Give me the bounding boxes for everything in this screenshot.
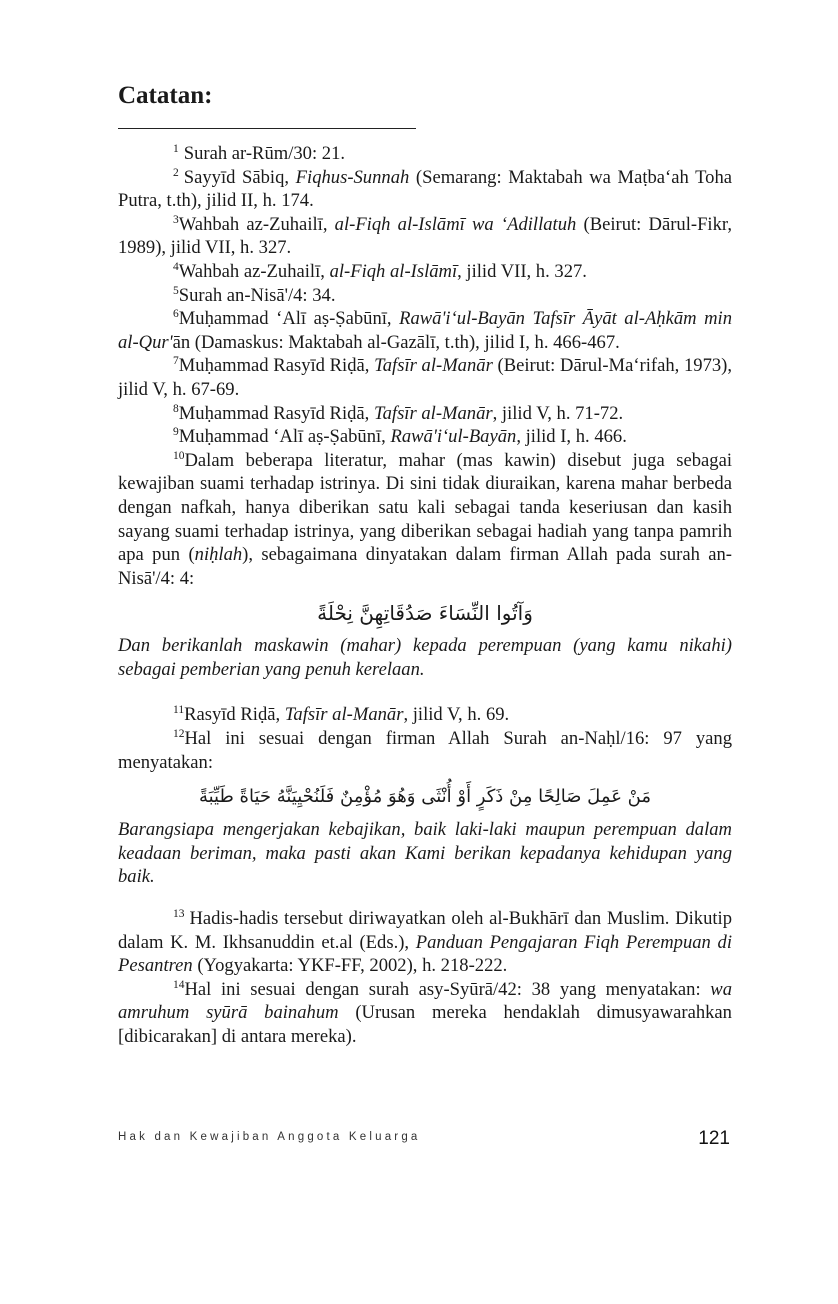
verse-translation: Barangsiapa mengerjakan kebajikan, baik laki-laki maupun perempuan dalam keadaan beriman, maka pasti akan Kami berikan kepadanya kehidupan yang baik. [118, 819, 732, 888]
footnote-text: Hal ini sesuai dengan surah asy-Syūrā/42: 38 yang menyatakan: [184, 978, 711, 1000]
footnote-separator [118, 128, 416, 129]
footnote-text: Muḥammad ‘Alī aṣ-Ṣabūnī, [178, 308, 400, 330]
footnote-number: 11 [173, 704, 185, 717]
arabic-verse: مَنْ عَمِلَ صَالِحًا مِنْ ذَكَرٍ أَوْ أُنْثَى وَهُوَ مُؤْمِنٌ فَلَنُحْيِيَنَّهُ حَيَاةً طَيِّبَةً [198, 786, 652, 808]
footnote-text: , jilid I, h. 466. [516, 426, 627, 448]
footnote-text: Muḥammad ‘Alī aṣ-Ṣabūnī, [178, 426, 391, 448]
footnote-text: Surah ar-Rūm/30: 21. [183, 143, 346, 164]
footnote-text: (Beirut: Dārul-Fikr, 1989), jilid VII, h. 327. [118, 213, 732, 259]
footnote-text: Hal ini sesuai dengan firman Allah Surah an-Naḥl/16: 97 yang menyatakan: [118, 728, 732, 773]
footnote-text: Muḥammad Rasyīd Riḍā, [178, 355, 375, 377]
footnote-number: 3 [173, 213, 179, 226]
footnote-text: (Semarang: Maktabah wa Maṭba‘ah Toha Putra, t.th), jilid II, h. 174. [118, 166, 732, 212]
footnote-8 [118, 402, 732, 426]
book-title: Rawā'i‘ul-Bayān Tafsīr Āyāt al-Aḥkām min al-Qur' [118, 308, 732, 353]
footnote-number: 14 [173, 978, 185, 991]
footnote-text: , jilid V, h. 71-72. [492, 402, 624, 424]
footnote-text: Dalam beberapa literatur, mahar (mas kawin) disebut juga sebagai kewajiban suami terhadap istrinya. Di sini tidak diuraikan, karena mahar berbeda dengan nafkah, hanya diberikan satu kali sebagai tanda keseriusan dan kasih sayang suami terhadap istrinya, yang diberikan sebagai hadiah yang tanpa pamrih apa pun ( [118, 449, 732, 566]
footnote-9 [118, 425, 732, 449]
footnote-14 [118, 978, 732, 1049]
footnote-text: Rasyīd Riḍā, [184, 704, 285, 726]
page-heading: Catatan: [118, 82, 213, 109]
footnote-number: 5 [173, 284, 179, 297]
footnote-number: 13 [173, 908, 185, 921]
footnote-number: 1 [173, 143, 179, 155]
footnote-text: Sayyīd Sābiq, [183, 166, 296, 188]
footnote-number: 6 [173, 308, 179, 321]
footnote-2 [118, 166, 732, 213]
footnote-text: Muḥammad Rasyīd Riḍā, [178, 402, 374, 424]
footnote-5 [118, 284, 732, 308]
footnote-number: 10 [173, 449, 185, 462]
footnote-text: (Yogyakarta: YKF-FF, 2002), h. 218-222. [192, 955, 508, 977]
footnote-text: (Beirut: Dārul-Ma‘rifah, 1973), jilid V, h. 67-69. [118, 355, 733, 400]
footnote-7 [118, 354, 732, 401]
term: niḥlah [194, 544, 243, 566]
footnote-text: Wahbah az-Zuhailī, [178, 260, 330, 282]
running-footer-title: Hak dan Kewajiban Anggota Keluarga [118, 1131, 421, 1143]
footnote-4 [118, 260, 732, 284]
footnotes [118, 142, 732, 1049]
book-title: Panduan Pengajaran Fiqh Perempuan di Pesantren [118, 931, 733, 977]
footnote-12 [118, 727, 732, 774]
footnote-6 [118, 307, 732, 354]
page-number: 121 [698, 1128, 730, 1149]
footnote-text: Surah an-Nisā'/4: 34. [178, 284, 336, 306]
footnote-number: 7 [173, 355, 179, 368]
book-title: Tafsīr al-Manār [284, 704, 404, 726]
book-title: Tafsīr al-Manār [374, 355, 493, 377]
footnote-number: 2 [173, 166, 179, 179]
footnote-number: 9 [173, 426, 179, 439]
footnote-number: 4 [173, 260, 179, 273]
footnote-1 [118, 142, 732, 166]
footnote-text: ), sebagaimana dinyatakan dalam firman Allah pada surah an-Nisā'/4: 4: [118, 544, 732, 589]
book-title: Fiqhus-Sunnah [295, 166, 410, 188]
book-title: Rawā'i‘ul-Bayān [390, 426, 517, 448]
book-title: al-Fiqh al-Islāmī wa ‘Adillatuh [334, 213, 577, 235]
arabic-verse: وَآتُوا النِّسَاءَ صَدُقَاتِهِنَّ نِحْلَةً [317, 601, 533, 626]
footnote-13 [118, 907, 732, 978]
footnote-number: 8 [173, 402, 179, 415]
book-title: al-Fiqh al-Islāmī [329, 260, 458, 282]
footnote-number: 12 [173, 728, 185, 741]
footnote-text: Hadis-hadis tersebut diriwayatkan oleh al-Bukhārī dan Muslim. Dikutip dalam K. M. Ikhsanuddin et.al (Eds.), [118, 908, 732, 953]
footnote-3 [118, 213, 732, 260]
verse-translation: Dan berikanlah maskawin (mahar) kepada perempuan (yang kamu nikahi) sebagai pemberian yang penuh kerelaan. [118, 635, 732, 680]
footnote-text: ān (Damaskus: Maktabah al-Gazālī, t.th), jilid I, h. 466-467. [172, 331, 620, 353]
footnote-text: , jilid VII, h. 327. [457, 260, 587, 282]
book-title: Tafsīr al-Manār [373, 402, 493, 424]
footnote-text: (Urusan mereka hendaklah dimusyawarahkan [dibicarakan] di antara mereka). [118, 1002, 732, 1047]
footnote-11 [118, 703, 732, 727]
footnote-text: , jilid V, h. 69. [403, 704, 510, 726]
footnote-text: Wahbah az-Zuhailī, [178, 213, 335, 235]
footnote-10 [118, 449, 732, 591]
transliteration: wa amruhum syūrā bainahum [118, 978, 732, 1024]
